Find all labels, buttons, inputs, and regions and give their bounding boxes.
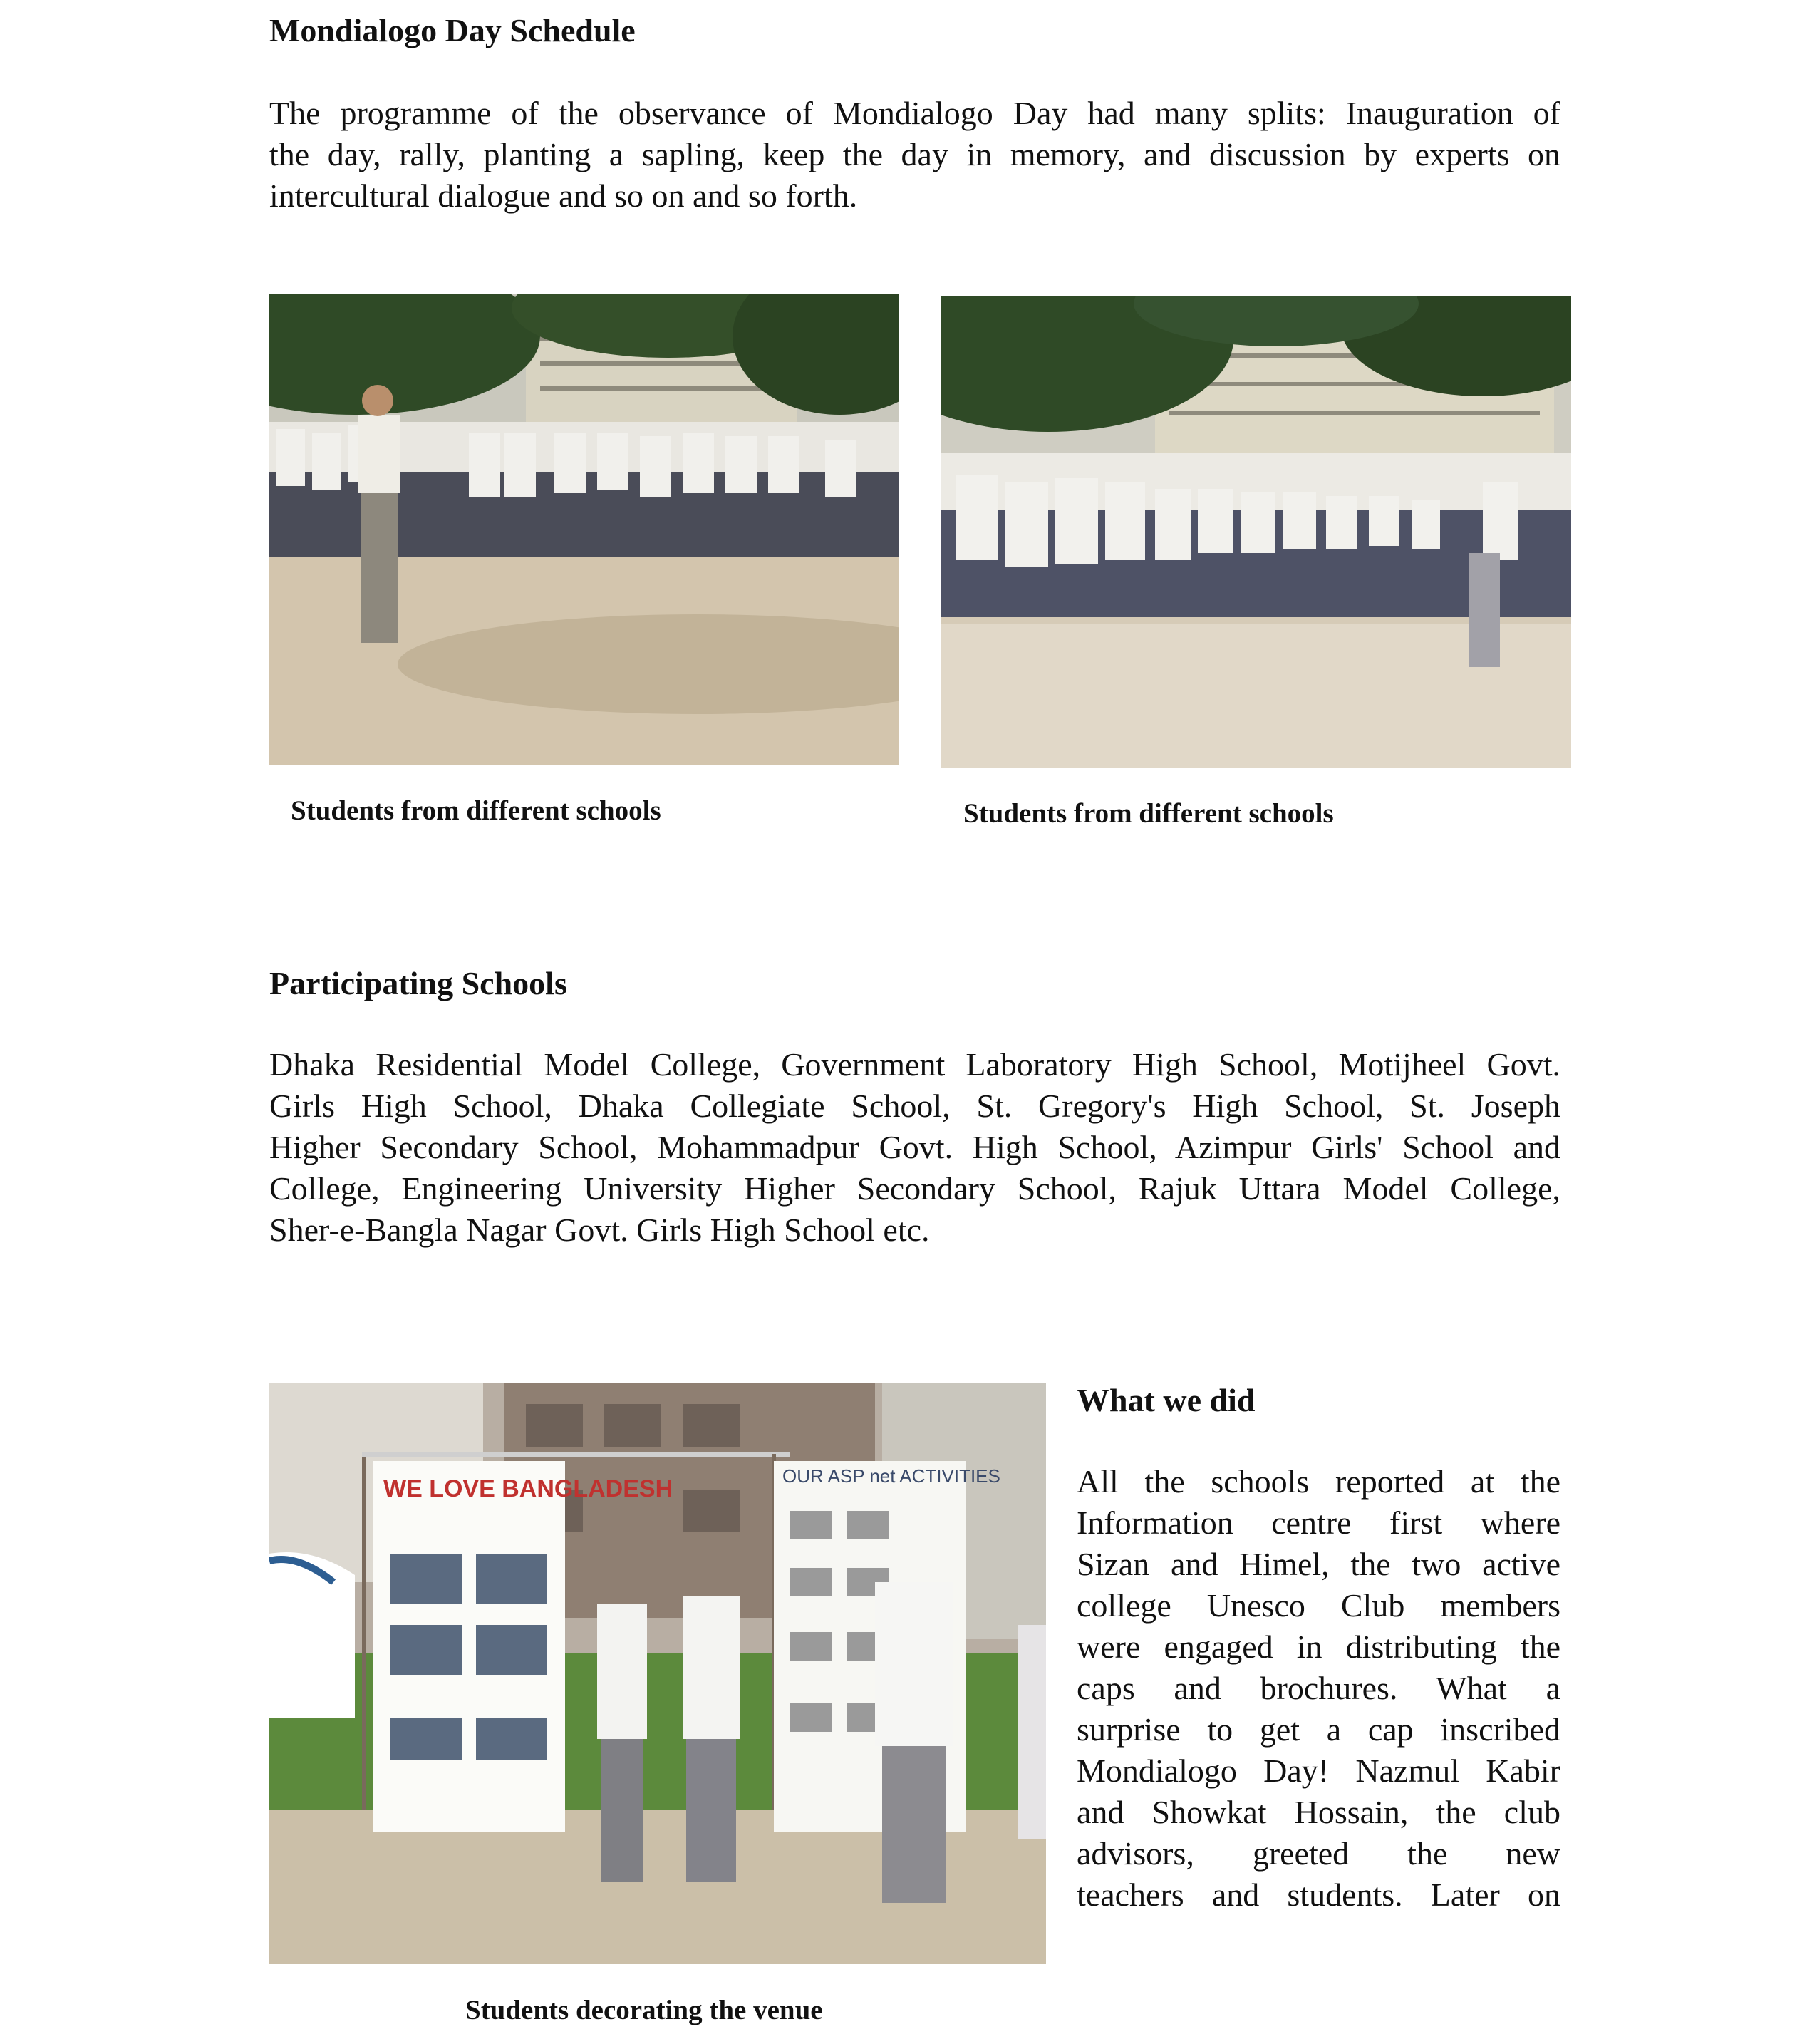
poster-left-text: WE LOVE BANGLADESH	[383, 1475, 673, 1502]
venue-decoration-photo	[269, 1383, 1046, 1964]
students-photo-right	[941, 296, 1571, 768]
schedule-paragraph	[269, 93, 1560, 217]
what-we-did-line: Information centre first where	[1077, 1504, 1560, 1541]
photo-left-caption: Students from different schools	[291, 795, 661, 826]
what-we-did-line: advisors, greeted the new	[1077, 1835, 1560, 1872]
schedule-line: the day, rally, planting a sapling, keep the day in memory, and discussion by experts on	[269, 136, 1560, 172]
schools-line: Higher Secondary School, Mohammadpur Govt. High School, Azimpur Girls' School and	[269, 1129, 1560, 1165]
schools-line: Sher-e-Bangla Nagar Govt. Girls High School etc.	[269, 1212, 930, 1248]
schools-line: Dhaka Residential Model College, Government Laboratory High School, Motijheel Govt.	[269, 1046, 1560, 1083]
what-we-did-heading: What we did	[1077, 1382, 1256, 1418]
what-we-did-line: surprise to get a cap inscribed	[1077, 1711, 1560, 1748]
what-we-did-line: caps and brochures. What a	[1077, 1670, 1560, 1706]
schedule-heading: Mondialogo Day Schedule	[269, 12, 636, 48]
schedule-line: The programme of the observance of Mondialogo Day had many splits: Inauguration of	[269, 95, 1560, 131]
what-we-did-line: were engaged in distributing the	[1077, 1629, 1560, 1665]
students-photo-left	[269, 294, 899, 765]
venue-photo-caption: Students decorating the venue	[465, 1995, 823, 2025]
what-we-did-line: Sizan and Himel, the two active	[1077, 1546, 1560, 1582]
what-we-did-line: college Unesco Club members	[1077, 1587, 1560, 1624]
what-we-did-line: All the schools reported at the	[1077, 1463, 1560, 1500]
what-we-did-line: Mondialogo Day! Nazmul Kabir	[1077, 1753, 1560, 1789]
photo-right-caption: Students from different schools	[963, 798, 1334, 829]
what-we-did-paragraph	[1077, 1461, 1560, 1916]
schools-line: Girls High School, Dhaka Collegiate School, St. Gregory's High School, St. Joseph	[269, 1088, 1560, 1124]
poster-right-text: OUR ASP net ACTIVITIES	[782, 1465, 1000, 1487]
participating-schools-paragraph	[269, 1044, 1560, 1251]
what-we-did-line: and Showkat Hossain, the club	[1077, 1794, 1560, 1830]
participating-schools-heading: Participating Schools	[269, 965, 567, 1001]
schedule-line: intercultural dialogue and so on and so forth.	[269, 177, 858, 214]
schools-line: College, Engineering University Higher Secondary School, Rajuk Uttara Model College,	[269, 1170, 1560, 1207]
what-we-did-line: teachers and students. Later on	[1077, 1877, 1560, 1913]
